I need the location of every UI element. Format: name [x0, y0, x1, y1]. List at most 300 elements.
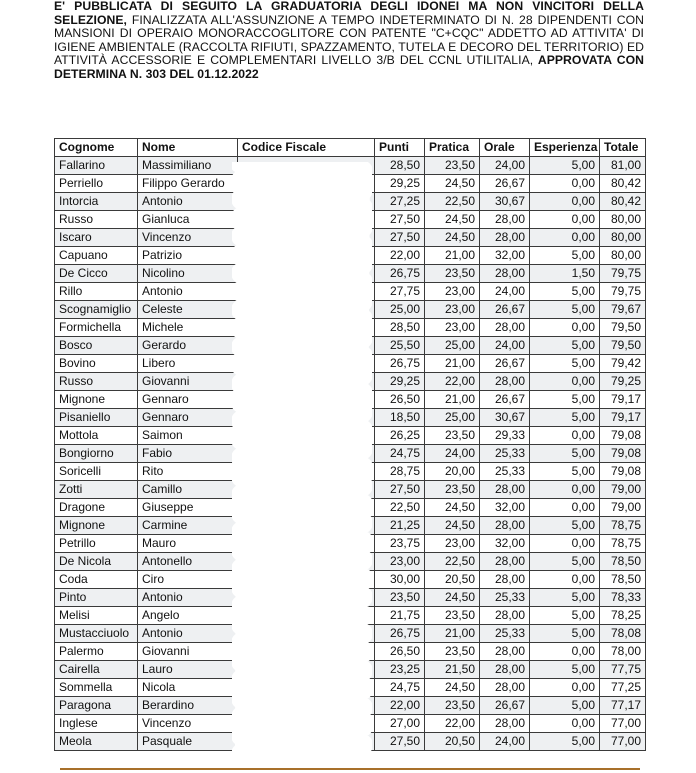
cell-orale: 32,00	[480, 499, 530, 517]
cell-punti: 24,75	[375, 679, 425, 697]
cell-totale: 77,25	[600, 679, 646, 697]
cell-cognome: Melisi	[55, 607, 138, 625]
table-row	[55, 283, 646, 301]
cell-cognome: Petrillo	[55, 535, 138, 553]
cell-esperienza: 5,00	[530, 409, 600, 427]
cell-pratica: 25,00	[425, 337, 480, 355]
cell-esperienza: 0,00	[530, 679, 600, 697]
cell-codice-fiscale	[238, 247, 375, 265]
cell-esperienza: 0,00	[530, 319, 600, 337]
cell-esperienza: 5,00	[530, 589, 600, 607]
cell-esperienza: 5,00	[530, 247, 600, 265]
cell-orale: 28,00	[480, 319, 530, 337]
cell-esperienza: 5,00	[530, 301, 600, 319]
cell-punti: 27,50	[375, 229, 425, 247]
cell-cognome: Pisaniello	[55, 409, 138, 427]
cell-codice-fiscale	[238, 463, 375, 481]
cell-pratica: 23,00	[425, 301, 480, 319]
cell-codice-fiscale	[238, 193, 375, 211]
table-row	[55, 679, 646, 697]
cell-nome: Patrizio	[138, 247, 238, 265]
table-row	[55, 175, 646, 193]
cell-cognome: Intorcia	[55, 193, 138, 211]
cell-punti: 27,50	[375, 481, 425, 499]
table-row	[55, 229, 646, 247]
cell-totale: 79,08	[600, 445, 646, 463]
cell-totale: 80,42	[600, 193, 646, 211]
cell-totale: 79,08	[600, 427, 646, 445]
cell-pratica: 21,00	[425, 355, 480, 373]
table-row	[55, 193, 646, 211]
cell-nome: Libero	[138, 355, 238, 373]
cell-pratica: 20,00	[425, 463, 480, 481]
cell-punti: 27,50	[375, 733, 425, 751]
cell-cognome: Pinto	[55, 589, 138, 607]
cell-nome: Berardino	[138, 697, 238, 715]
cell-orale: 25,33	[480, 463, 530, 481]
cell-totale: 80,42	[600, 175, 646, 193]
cell-pratica: 24,50	[425, 589, 480, 607]
cell-codice-fiscale	[238, 301, 375, 319]
cell-codice-fiscale	[238, 445, 375, 463]
cell-codice-fiscale	[238, 373, 375, 391]
cell-codice-fiscale	[238, 589, 375, 607]
cell-totale: 79,17	[600, 409, 646, 427]
cell-pratica: 23,50	[425, 481, 480, 499]
table-row	[55, 571, 646, 589]
cell-orale: 28,00	[480, 607, 530, 625]
cell-esperienza: 0,00	[530, 211, 600, 229]
cell-esperienza: 5,00	[530, 625, 600, 643]
cell-totale: 80,00	[600, 229, 646, 247]
cell-nome: Antonio	[138, 193, 238, 211]
cell-codice-fiscale	[238, 661, 375, 679]
cell-pratica: 23,50	[425, 157, 480, 175]
cell-codice-fiscale	[238, 643, 375, 661]
cell-pratica: 23,00	[425, 283, 480, 301]
cell-totale: 79,00	[600, 499, 646, 517]
cell-cognome: Coda	[55, 571, 138, 589]
cell-pratica: 24,50	[425, 517, 480, 535]
table-row	[55, 643, 646, 661]
cell-orale: 32,00	[480, 247, 530, 265]
header-totale: Totale	[600, 139, 646, 157]
table-row	[55, 697, 646, 715]
cell-nome: Gerardo	[138, 337, 238, 355]
cell-nome: Nicolino	[138, 265, 238, 283]
cell-cognome: Mignone	[55, 391, 138, 409]
cell-totale: 79,08	[600, 463, 646, 481]
cell-pratica: 20,50	[425, 571, 480, 589]
cell-pratica: 23,50	[425, 607, 480, 625]
table-row	[55, 553, 646, 571]
cell-nome: Fabio	[138, 445, 238, 463]
cell-esperienza: 0,00	[530, 499, 600, 517]
cell-totale: 79,75	[600, 283, 646, 301]
cell-totale: 79,25	[600, 373, 646, 391]
cell-nome: Saimon	[138, 427, 238, 445]
cell-totale: 77,17	[600, 697, 646, 715]
cell-nome: Mauro	[138, 535, 238, 553]
cell-nome: Vincenzo	[138, 715, 238, 733]
cell-punti: 27,50	[375, 211, 425, 229]
cell-pratica: 23,50	[425, 427, 480, 445]
cell-nome: Pasquale	[138, 733, 238, 751]
cell-cognome: Formichella	[55, 319, 138, 337]
cell-punti: 29,25	[375, 175, 425, 193]
cell-totale: 79,00	[600, 481, 646, 499]
intro-paragraph	[54, 0, 644, 82]
cell-codice-fiscale	[238, 625, 375, 643]
cell-cognome: Iscaro	[55, 229, 138, 247]
table-row	[55, 391, 646, 409]
table-row	[55, 481, 646, 499]
ranking-table	[54, 138, 646, 751]
cell-codice-fiscale	[238, 229, 375, 247]
cell-codice-fiscale	[238, 481, 375, 499]
table-row	[55, 319, 646, 337]
cell-totale: 79,17	[600, 391, 646, 409]
table-row	[55, 715, 646, 733]
cell-orale: 29,33	[480, 427, 530, 445]
table-row	[55, 157, 646, 175]
cell-orale: 32,00	[480, 535, 530, 553]
cell-codice-fiscale	[238, 211, 375, 229]
cell-orale: 28,00	[480, 553, 530, 571]
cell-totale: 79,42	[600, 355, 646, 373]
cell-punti: 28,50	[375, 157, 425, 175]
cell-totale: 78,00	[600, 643, 646, 661]
cell-esperienza: 5,00	[530, 445, 600, 463]
cell-nome: Giuseppe	[138, 499, 238, 517]
cell-punti: 25,50	[375, 337, 425, 355]
cell-esperienza: 0,00	[530, 373, 600, 391]
table-row	[55, 499, 646, 517]
cell-totale: 80,00	[600, 211, 646, 229]
cell-nome: Giovanni	[138, 373, 238, 391]
cell-orale: 24,00	[480, 337, 530, 355]
cell-totale: 77,75	[600, 661, 646, 679]
cell-totale: 79,50	[600, 337, 646, 355]
cell-nome: Angelo	[138, 607, 238, 625]
header-esperienza: Esperienza	[530, 139, 600, 157]
cell-nome: Celeste	[138, 301, 238, 319]
cell-pratica: 24,50	[425, 211, 480, 229]
cell-nome: Massimiliano	[138, 157, 238, 175]
table-row	[55, 607, 646, 625]
cell-orale: 28,00	[480, 571, 530, 589]
table-row	[55, 247, 646, 265]
cell-totale: 81,00	[600, 157, 646, 175]
cell-esperienza: 0,00	[530, 175, 600, 193]
cell-esperienza: 5,00	[530, 697, 600, 715]
cell-pratica: 23,50	[425, 697, 480, 715]
cell-esperienza: 5,00	[530, 661, 600, 679]
cell-punti: 22,00	[375, 247, 425, 265]
cell-orale: 24,00	[480, 157, 530, 175]
cell-pratica: 22,50	[425, 553, 480, 571]
cell-punti: 28,75	[375, 463, 425, 481]
cell-codice-fiscale	[238, 715, 375, 733]
cell-orale: 28,00	[480, 517, 530, 535]
header-codice-fiscale: Codice Fiscale	[238, 139, 375, 157]
cell-totale: 78,25	[600, 607, 646, 625]
cell-nome: Vincenzo	[138, 229, 238, 247]
cell-totale: 79,50	[600, 319, 646, 337]
cell-totale: 78,75	[600, 535, 646, 553]
cell-orale: 25,33	[480, 625, 530, 643]
cell-nome: Michele	[138, 319, 238, 337]
cell-cognome: De Cicco	[55, 265, 138, 283]
cell-orale: 30,67	[480, 193, 530, 211]
intro-approval: APPROVATA CON DETERMINA N. 303 DEL 01.12.2022	[54, 53, 644, 81]
cell-esperienza: 5,00	[530, 463, 600, 481]
intro-lead: E' PUBBLICATA DI SEGUITO LA GRADUATORIA DEGLI IDONEI MA NON VINCITORI DELLA SELEZIONE,	[54, 0, 644, 27]
cell-nome: Gianluca	[138, 211, 238, 229]
cell-orale: 26,67	[480, 697, 530, 715]
table-row	[55, 517, 646, 535]
cell-orale: 28,00	[480, 715, 530, 733]
intro-body: FINALIZZATA ALL'ASSUNZIONE A TEMPO INDETERMINATO DI N. 28 DIPENDENTI CON MANSIONI DI OPERAIO MONORACCOGLITORE CON PATENTE "C+CQC" ADDETTO AD ATTIVITA' DI IGIENE AMBIENTALE (RACCOLTA RIFIUTI, SPAZZAMENTO, TUTELA E DECORO DEL TERRITORIO) ED ATTIVITÀ ACCESSORIE E COMPLEMENTARI LIVELLO 3/B DEL CCNL UTILITALIA,	[54, 12, 644, 68]
table-row	[55, 733, 646, 751]
cell-codice-fiscale	[238, 157, 375, 175]
cell-esperienza: 5,00	[530, 607, 600, 625]
cell-cognome: Dragone	[55, 499, 138, 517]
cell-pratica: 22,00	[425, 373, 480, 391]
cell-cognome: Perriello	[55, 175, 138, 193]
cell-punti: 23,50	[375, 589, 425, 607]
cell-esperienza: 5,00	[530, 553, 600, 571]
header-orale: Orale	[480, 139, 530, 157]
cell-orale: 24,00	[480, 283, 530, 301]
cell-punti: 22,00	[375, 697, 425, 715]
cell-pratica: 23,00	[425, 535, 480, 553]
cell-orale: 28,00	[480, 373, 530, 391]
cell-totale: 78,08	[600, 625, 646, 643]
cell-codice-fiscale	[238, 391, 375, 409]
cell-nome: Antonio	[138, 625, 238, 643]
cell-cognome: Russo	[55, 373, 138, 391]
cell-orale: 26,67	[480, 391, 530, 409]
cell-orale: 25,33	[480, 589, 530, 607]
cell-pratica: 21,00	[425, 625, 480, 643]
cell-cognome: Palermo	[55, 643, 138, 661]
cell-punti: 27,25	[375, 193, 425, 211]
cell-cognome: Paragona	[55, 697, 138, 715]
cell-codice-fiscale	[238, 517, 375, 535]
cell-cognome: Russo	[55, 211, 138, 229]
cell-esperienza: 0,00	[530, 427, 600, 445]
table-row	[55, 373, 646, 391]
cell-cognome: Bovino	[55, 355, 138, 373]
cell-orale: 24,00	[480, 733, 530, 751]
cell-orale: 26,67	[480, 301, 530, 319]
cell-cognome: Sommella	[55, 679, 138, 697]
cell-esperienza: 5,00	[530, 733, 600, 751]
cell-esperienza: 0,00	[530, 193, 600, 211]
cell-pratica: 24,00	[425, 445, 480, 463]
cell-cognome: Inglese	[55, 715, 138, 733]
cell-totale: 80,00	[600, 247, 646, 265]
cell-esperienza: 5,00	[530, 283, 600, 301]
header-punti: Punti	[375, 139, 425, 157]
cell-cognome: Mustacciuolo	[55, 625, 138, 643]
cell-codice-fiscale	[238, 679, 375, 697]
cell-cognome: Scognamiglio	[55, 301, 138, 319]
cell-nome: Lauro	[138, 661, 238, 679]
cell-pratica: 22,00	[425, 715, 480, 733]
cell-totale: 78,33	[600, 589, 646, 607]
cell-punti: 21,75	[375, 607, 425, 625]
cell-cognome: Fallarino	[55, 157, 138, 175]
table-header-row	[55, 139, 646, 157]
cell-orale: 28,00	[480, 211, 530, 229]
table-row	[55, 301, 646, 319]
cell-codice-fiscale	[238, 427, 375, 445]
cell-esperienza: 1,50	[530, 265, 600, 283]
cell-nome: Antonio	[138, 589, 238, 607]
cell-pratica: 23,50	[425, 265, 480, 283]
cell-orale: 28,00	[480, 661, 530, 679]
cell-orale: 28,00	[480, 481, 530, 499]
cell-pratica: 21,50	[425, 661, 480, 679]
cell-codice-fiscale	[238, 697, 375, 715]
cell-nome: Gennaro	[138, 409, 238, 427]
cell-punti: 27,00	[375, 715, 425, 733]
cell-orale: 26,67	[480, 175, 530, 193]
cell-totale: 77,00	[600, 733, 646, 751]
cell-pratica: 24,50	[425, 175, 480, 193]
table-row	[55, 211, 646, 229]
cell-codice-fiscale	[238, 283, 375, 301]
cell-cognome: Mottola	[55, 427, 138, 445]
cell-orale: 25,33	[480, 445, 530, 463]
cell-nome: Nicola	[138, 679, 238, 697]
table-row	[55, 589, 646, 607]
cell-esperienza: 0,00	[530, 571, 600, 589]
table-row	[55, 409, 646, 427]
cell-codice-fiscale	[238, 733, 375, 751]
cell-punti: 24,75	[375, 445, 425, 463]
cell-esperienza: 5,00	[530, 157, 600, 175]
cell-esperienza: 0,00	[530, 229, 600, 247]
cell-pratica: 25,00	[425, 409, 480, 427]
cell-cognome: Soricelli	[55, 463, 138, 481]
cell-totale: 79,75	[600, 265, 646, 283]
cell-esperienza: 5,00	[530, 391, 600, 409]
cell-codice-fiscale	[238, 535, 375, 553]
cell-totale: 77,00	[600, 715, 646, 733]
table-row	[55, 265, 646, 283]
cell-cognome: Zotti	[55, 481, 138, 499]
table-row	[55, 661, 646, 679]
cell-esperienza: 5,00	[530, 355, 600, 373]
cell-esperienza: 5,00	[530, 337, 600, 355]
cell-punti: 23,25	[375, 661, 425, 679]
cell-esperienza: 0,00	[530, 481, 600, 499]
cell-cognome: Meola	[55, 733, 138, 751]
cell-codice-fiscale	[238, 409, 375, 427]
cell-punti: 25,00	[375, 301, 425, 319]
cell-cognome: Rillo	[55, 283, 138, 301]
cell-punti: 23,75	[375, 535, 425, 553]
cell-nome: Camillo	[138, 481, 238, 499]
cell-codice-fiscale	[238, 337, 375, 355]
cell-punti: 26,50	[375, 391, 425, 409]
cell-punti: 23,00	[375, 553, 425, 571]
cell-punti: 26,75	[375, 265, 425, 283]
footer-bar	[60, 768, 640, 770]
cell-cognome: Bongiorno	[55, 445, 138, 463]
cell-orale: 28,00	[480, 265, 530, 283]
cell-punti: 29,25	[375, 373, 425, 391]
cell-cognome: Capuano	[55, 247, 138, 265]
table-row	[55, 445, 646, 463]
cell-punti: 18,50	[375, 409, 425, 427]
header-cognome: Cognome	[55, 139, 138, 157]
cell-punti: 28,50	[375, 319, 425, 337]
table-row	[55, 337, 646, 355]
cell-codice-fiscale	[238, 355, 375, 373]
cell-esperienza: 0,00	[530, 643, 600, 661]
cell-cognome: Cairella	[55, 661, 138, 679]
footer-rule	[60, 764, 640, 773]
cell-nome: Antonello	[138, 553, 238, 571]
cell-pratica: 21,00	[425, 391, 480, 409]
cell-punti: 26,25	[375, 427, 425, 445]
header-pratica: Pratica	[425, 139, 480, 157]
cell-pratica: 23,00	[425, 319, 480, 337]
cell-codice-fiscale	[238, 265, 375, 283]
table-row	[55, 355, 646, 373]
cell-totale: 78,75	[600, 517, 646, 535]
cell-pratica: 24,50	[425, 229, 480, 247]
cell-orale: 28,00	[480, 679, 530, 697]
cell-esperienza: 5,00	[530, 517, 600, 535]
cell-esperienza: 0,00	[530, 715, 600, 733]
cell-nome: Filippo Gerardo	[138, 175, 238, 193]
cell-orale: 28,00	[480, 229, 530, 247]
cell-cognome: De Nicola	[55, 553, 138, 571]
table-row	[55, 625, 646, 643]
table-row	[55, 427, 646, 445]
cell-cognome: Bosco	[55, 337, 138, 355]
cell-nome: Rito	[138, 463, 238, 481]
cell-punti: 22,50	[375, 499, 425, 517]
cell-esperienza: 0,00	[530, 535, 600, 553]
cell-orale: 30,67	[480, 409, 530, 427]
cell-codice-fiscale	[238, 607, 375, 625]
cell-totale: 79,67	[600, 301, 646, 319]
cell-nome: Giovanni	[138, 643, 238, 661]
cell-punti: 26,75	[375, 355, 425, 373]
cell-totale: 78,50	[600, 571, 646, 589]
cell-punti: 26,75	[375, 625, 425, 643]
cell-pratica: 20,50	[425, 733, 480, 751]
cell-pratica: 23,50	[425, 643, 480, 661]
cell-pratica: 22,50	[425, 193, 480, 211]
cell-nome: Antonio	[138, 283, 238, 301]
cell-orale: 28,00	[480, 643, 530, 661]
table-row	[55, 463, 646, 481]
cell-pratica: 24,50	[425, 499, 480, 517]
table-body	[55, 157, 646, 751]
cell-nome: Carmine	[138, 517, 238, 535]
cell-punti: 27,75	[375, 283, 425, 301]
cell-cognome: Mignone	[55, 517, 138, 535]
cell-nome: Ciro	[138, 571, 238, 589]
cell-codice-fiscale	[238, 319, 375, 337]
